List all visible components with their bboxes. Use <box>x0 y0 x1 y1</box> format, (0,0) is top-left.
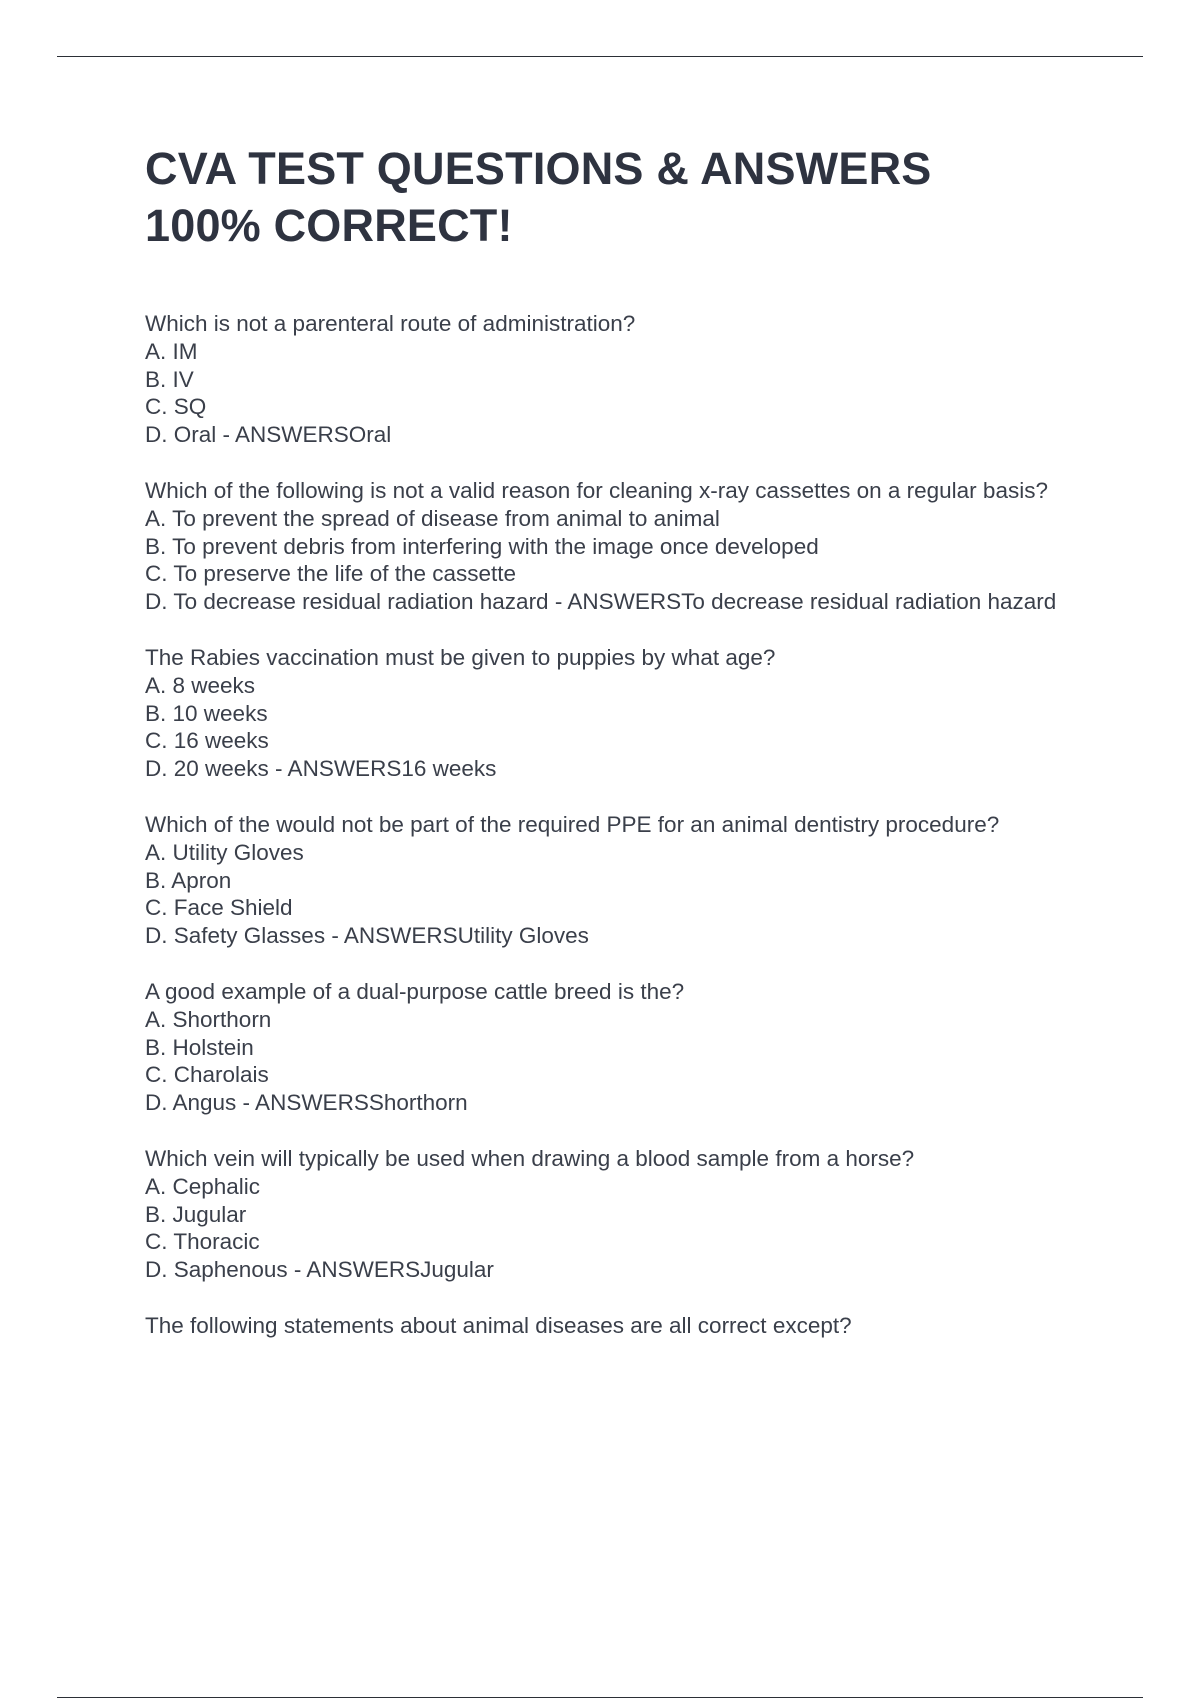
answer-option: A. Shorthorn <box>145 1006 272 1032</box>
answer-option: B. IV <box>145 366 194 392</box>
answer-option: C. SQ <box>145 394 207 420</box>
answer-option: C. 16 weeks <box>145 728 269 754</box>
answer-option: C. To preserve the life of the cassette <box>145 561 517 587</box>
question-prompt: Which of the following is not a valid reason for cleaning x-ray cassettes on a regular basis? <box>145 477 1048 503</box>
question-prompt: Which is not a parenteral route of administration? <box>145 311 636 336</box>
answer-option: D. Oral - ANSWERSOral <box>145 422 392 448</box>
document-body <box>145 140 1075 1368</box>
question-block <box>145 811 1075 950</box>
answer-option: A. Cephalic <box>145 1173 261 1199</box>
title-line-1: CVA TEST QUESTIONS & ANSWERS <box>145 143 932 194</box>
answer-option: D. Angus - ANSWERSShorthorn <box>145 1090 468 1116</box>
question-prompt: Which of the would not be part of the required PPE for an animal dentistry procedure? <box>145 811 1000 837</box>
answer-option: D. Safety Glasses - ANSWERSUtility Gloves <box>145 923 589 949</box>
document-title <box>145 140 1075 254</box>
question-block <box>145 477 1075 616</box>
bottom-divider <box>57 1697 1143 1698</box>
question-block <box>145 310 1075 449</box>
answer-option: D. 20 weeks - ANSWERS16 weeks <box>145 756 497 782</box>
question-prompt: The following statements about animal diseases are all correct except? <box>145 1312 852 1338</box>
question-block <box>145 644 1075 783</box>
answer-option: B. Jugular <box>145 1201 247 1227</box>
question-prompt: A good example of a dual-purpose cattle breed is the? <box>145 978 685 1004</box>
answer-option: A. Utility Gloves <box>145 839 304 865</box>
answer-option: A. To prevent the spread of disease from animal to animal <box>145 505 720 531</box>
answer-option: D. Saphenous - ANSWERSJugular <box>145 1257 494 1283</box>
answer-option: B. Holstein <box>145 1034 254 1060</box>
answer-option: A. 8 weeks <box>145 672 256 698</box>
answer-option: C. Face Shield <box>145 895 293 921</box>
question-block <box>145 1145 1075 1284</box>
title-line-2: 100% CORRECT! <box>145 200 513 251</box>
answer-option: B. To prevent debris from interfering with the image once developed <box>145 533 819 559</box>
question-block <box>145 978 1075 1117</box>
question-list <box>145 310 1075 1340</box>
answer-option: B. Apron <box>145 867 232 893</box>
answer-option: C. Charolais <box>145 1062 269 1088</box>
answer-option: A. IM <box>145 338 198 364</box>
answer-option: C. Thoracic <box>145 1229 260 1255</box>
answer-option: B. 10 weeks <box>145 700 268 726</box>
answer-option: D. To decrease residual radiation hazard - ANSWERSTo decrease residual radiation hazard <box>145 589 1057 615</box>
question-prompt: Which vein will typically be used when drawing a blood sample from a horse? <box>145 1145 915 1171</box>
question-prompt: The Rabies vaccination must be given to puppies by what age? <box>145 644 776 670</box>
question-block <box>145 1312 1075 1340</box>
top-divider <box>57 56 1143 57</box>
